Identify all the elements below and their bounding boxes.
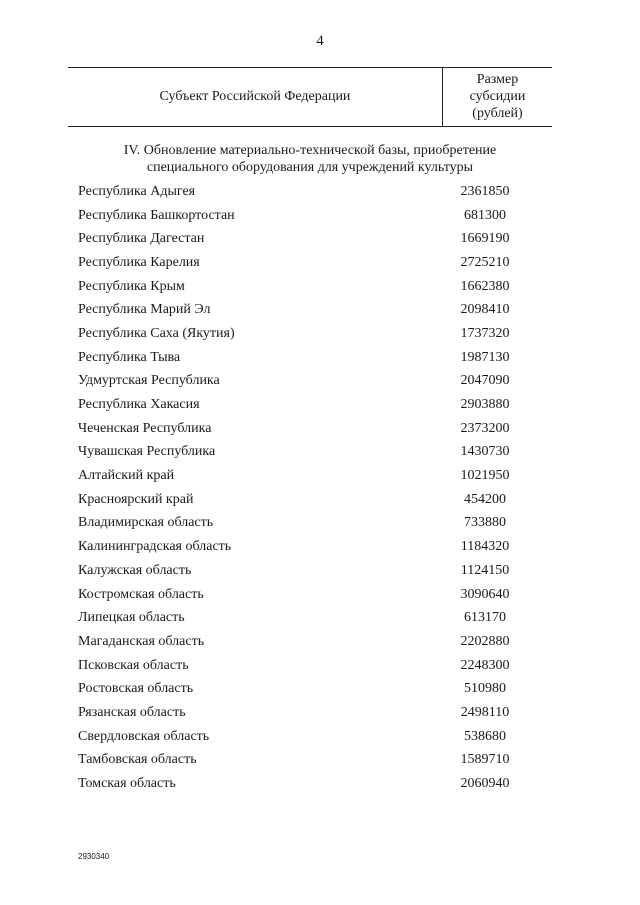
table-row [78,725,530,749]
table-row [78,417,530,441]
row-subject: Республика Адыгея [78,183,196,199]
row-subject: Владимирская область [78,515,214,531]
row-amount: 2725210 [460,254,510,270]
row-subject: Тамбовская область [78,752,197,768]
row-amount: 1184320 [460,539,510,555]
row-amount: 1124150 [460,562,510,578]
row-subject: Удмуртская Республика [78,373,220,389]
row-amount: 1987130 [460,349,510,365]
table-row [78,535,530,559]
table-row [78,654,530,678]
section-title-line: IV. Обновление материально-технической базы, приобретение [123,143,497,158]
row-subject: Республика Башкортостан [78,207,235,223]
row-subject: Магаданская область [78,633,205,649]
section-title-line: специального оборудования для учреждений культуры [146,160,474,175]
table-row [78,512,530,536]
table-row [78,180,530,204]
row-amount: 2047090 [460,373,510,389]
table-row [78,606,530,630]
table-row [78,251,530,275]
row-amount: 454200 [464,491,506,507]
row-amount: 538680 [464,728,506,744]
row-subject: Республика Дагестан [78,231,205,247]
table-row [78,370,530,394]
row-amount: 2248300 [460,657,510,673]
table-row [78,677,530,701]
row-subject: Алтайский край [78,468,175,484]
table-row [78,322,530,346]
row-subject: Республика Хакасия [78,397,200,413]
table-row [78,749,530,773]
row-amount: 510980 [464,681,506,697]
row-amount: 2373200 [460,420,510,436]
row-subject: Свердловская область [78,728,210,744]
row-amount: 1430730 [460,444,510,460]
row-subject: Костромская область [78,586,204,602]
table-row [78,275,530,299]
row-subject: Красноярский край [78,491,194,507]
row-subject: Липецкая область [78,610,185,626]
row-amount: 2903880 [460,397,510,413]
table-row [78,772,530,796]
table-row [78,441,530,465]
row-amount: 613170 [464,610,506,626]
row-subject: Чувашская Республика [78,444,216,460]
row-amount: 733880 [464,515,506,531]
row-amount: 2060940 [460,776,510,792]
row-subject: Республика Крым [78,278,185,294]
table-row [78,630,530,654]
section-title [68,142,552,176]
table-row [78,346,530,370]
row-amount: 2098410 [460,302,510,318]
row-amount: 681300 [464,207,506,223]
row-subject: Рязанская область [78,704,186,720]
row-subject: Республика Саха (Якутия) [78,325,235,341]
subsidy-table [78,180,530,796]
table-row [78,559,530,583]
table-row [78,227,530,251]
table-row [78,298,530,322]
header-amount-line: Размер [476,72,519,87]
table-row [78,488,530,512]
header-amount-line: субсидии [469,89,526,104]
row-subject: Республика Тыва [78,349,181,365]
row-subject: Томская область [78,776,176,792]
row-amount: 3090640 [460,586,510,602]
table-row [78,583,530,607]
table-row [78,204,530,228]
row-amount: 1737320 [460,325,510,341]
row-amount: 1589710 [460,752,510,768]
row-subject: Республика Карелия [78,254,200,270]
document-code: 2930340 [78,852,110,861]
row-subject: Республика Марий Эл [78,302,211,318]
row-subject: Калужская область [78,562,192,578]
row-subject: Псковская область [78,657,189,673]
header-amount-line: (рублей) [472,106,523,121]
row-subject: Ростовская область [78,681,194,697]
page-number: 4 [316,33,324,49]
row-subject: Калининградская область [78,539,232,555]
row-amount: 2202880 [460,633,510,649]
header-amount-label [443,71,552,122]
row-amount: 1669190 [460,231,510,247]
table-row [78,701,530,725]
row-subject: Чеченская Республика [78,420,212,436]
table-header [68,67,552,127]
row-amount: 1021950 [460,468,510,484]
row-amount: 2498110 [460,704,510,720]
table-row [78,464,530,488]
row-amount: 2361850 [460,183,510,199]
row-amount: 1662380 [460,278,510,294]
header-subject-label: Субъект Российской Федерации [159,89,351,104]
table-row [78,393,530,417]
